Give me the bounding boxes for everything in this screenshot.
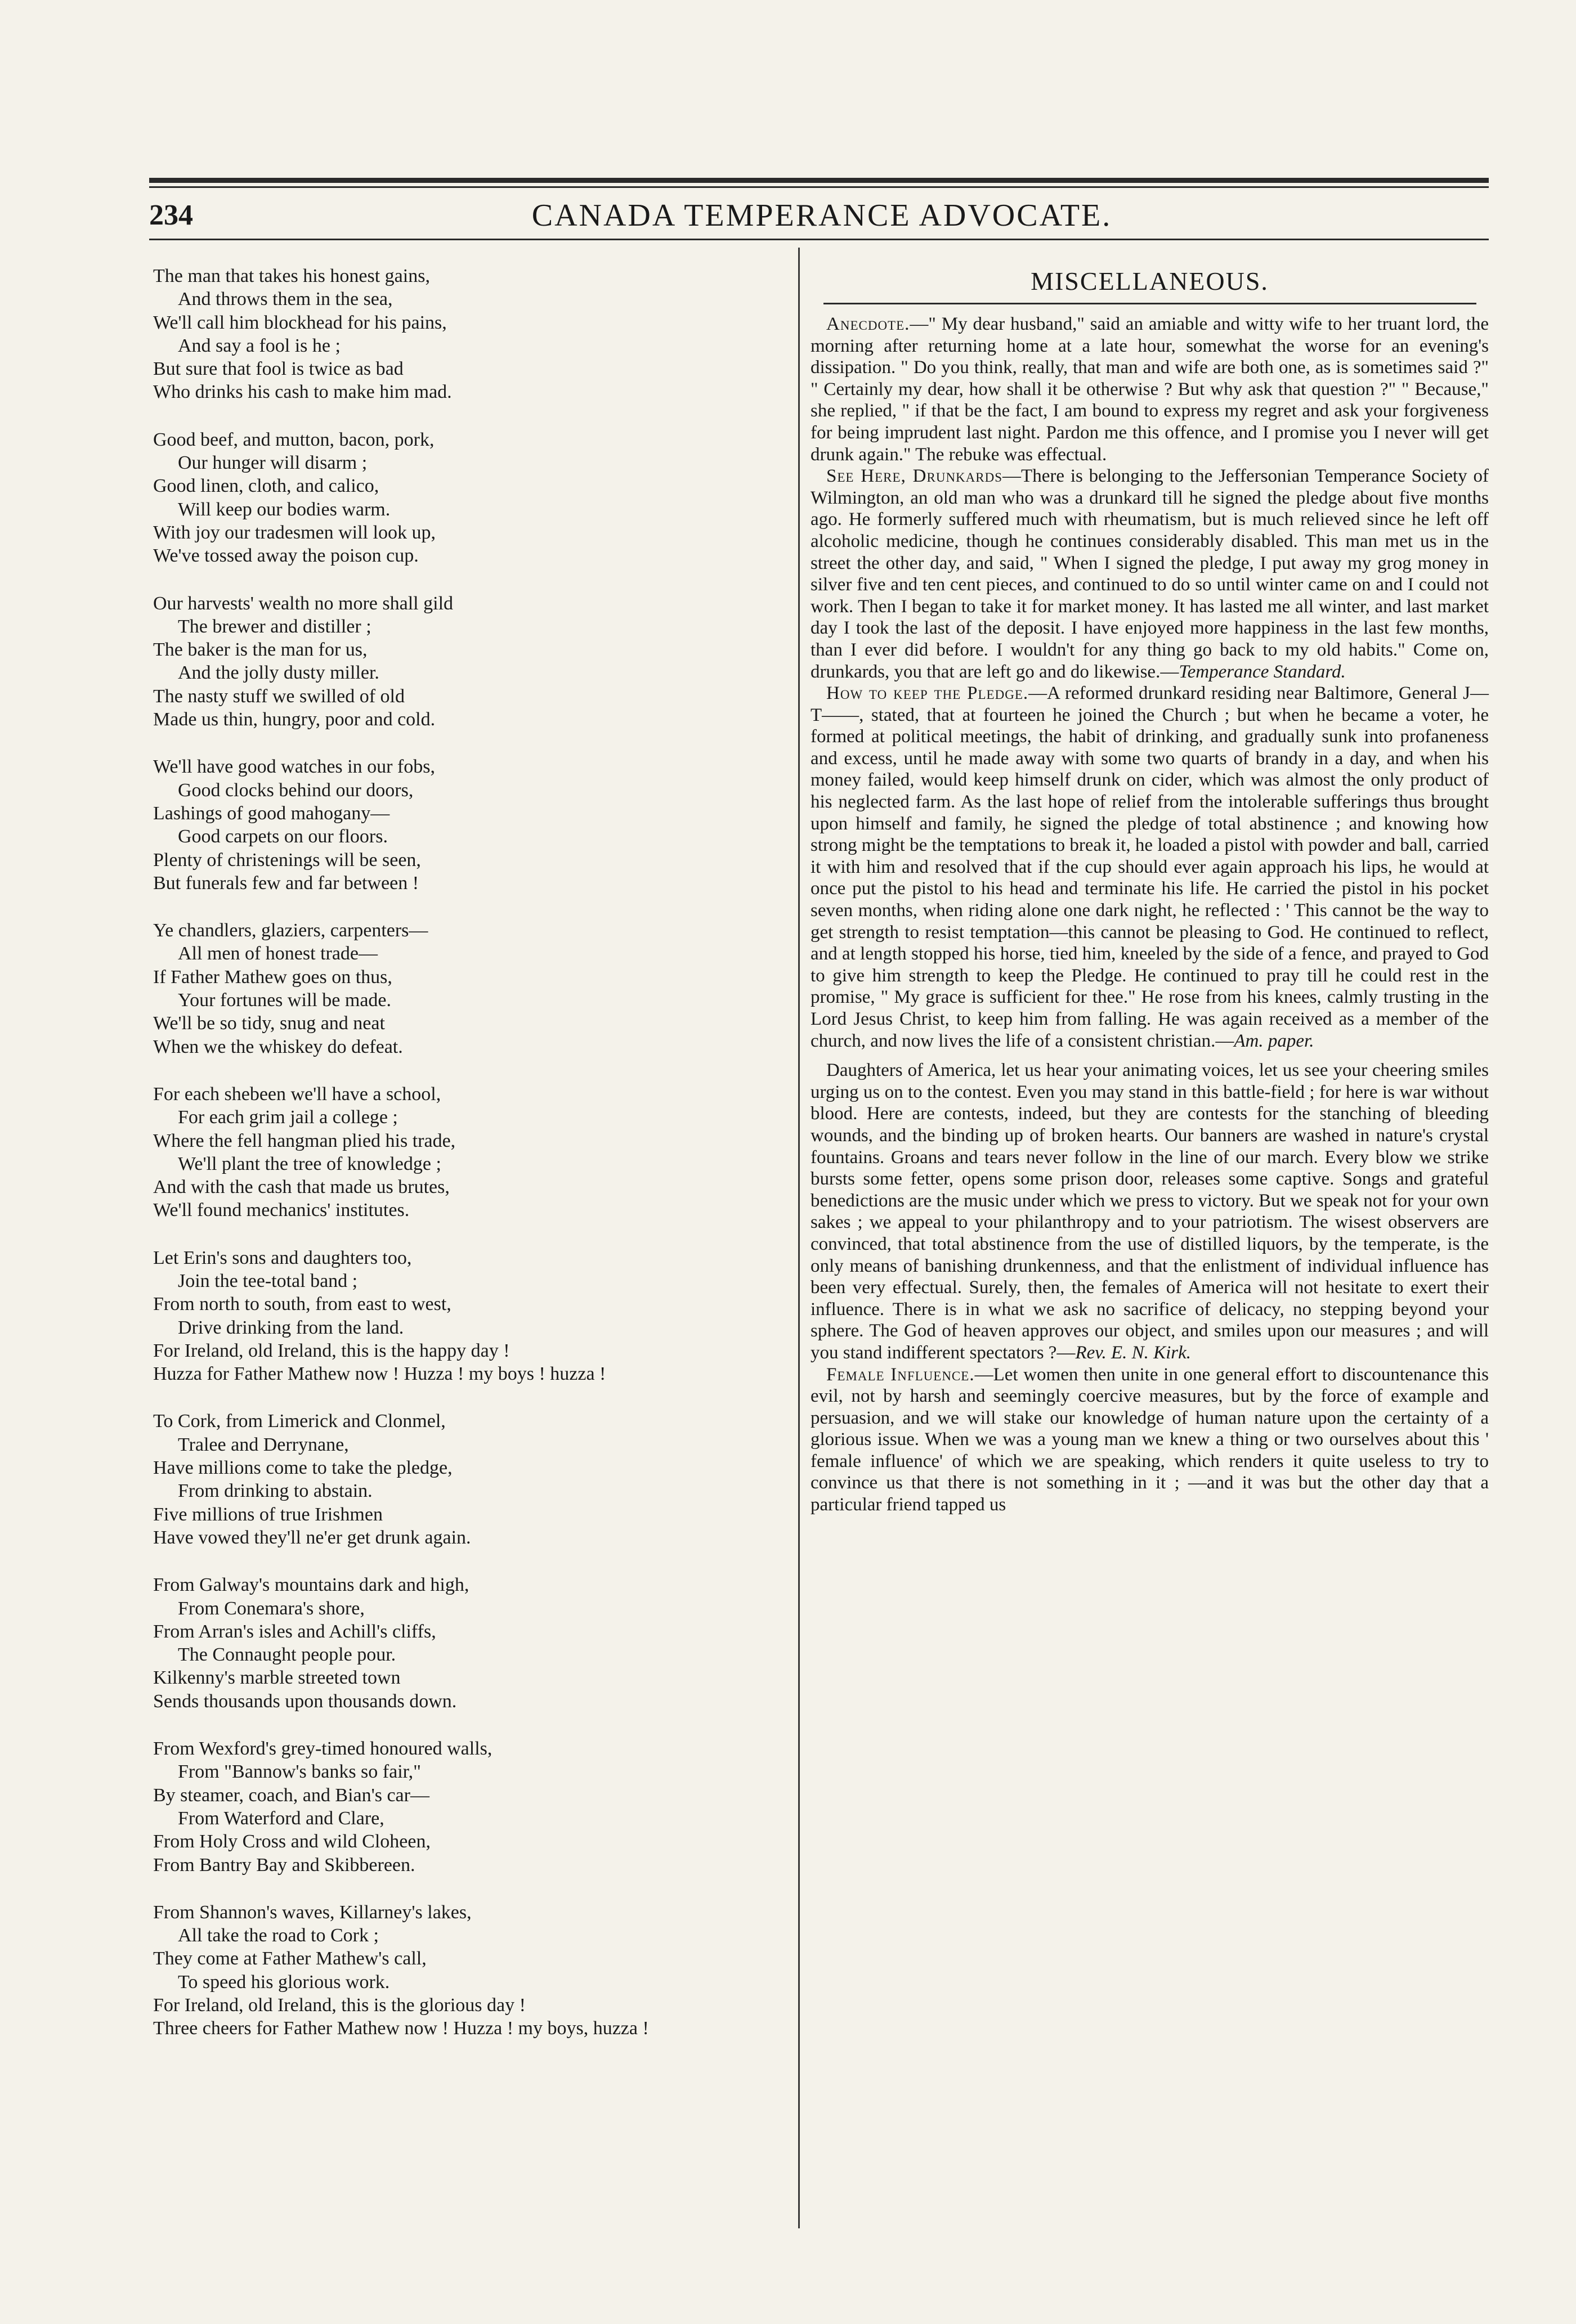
poem-stanza (153, 592, 786, 732)
poem-line: Have millions come to take the pledge, (153, 1457, 453, 1479)
poem-line: When we the whiskey do defeat. (153, 1036, 403, 1057)
pledge-paragraph (811, 683, 1489, 1052)
poem-line: The brewer and distiller ; (178, 616, 371, 637)
section-title: MISCELLANEOUS. (1031, 267, 1269, 295)
poem-line: Huzza for Father Mathew now ! Huzza ! my boys ! huzza ! (153, 1363, 606, 1385)
poem-line: All men of honest trade— (178, 943, 378, 964)
poem-line: For each shebeen we'll have a school, (153, 1083, 441, 1105)
poem-line: Our harvests' wealth no more shall gild (153, 593, 454, 614)
daughters-source: Rev. E. N. Kirk. (1075, 1342, 1192, 1363)
poem-line: Made us thin, hungry, poor and cold. (153, 709, 436, 730)
column-divider (798, 248, 800, 2228)
poem-stanza (153, 428, 786, 568)
see-here-text: —There is belonging to the Jeffersonian Temperance Society of Wilmington, an old man who was a drunkard till he signed the pledge about five months ago. He formerly suffered much with rheumatism, but is much relieved since he left off alcoholic medicine, though he continues considerably disabled. This man met us in the street the other day, and said, " When I signed the pledge, I put away my grog money in silver five and ten cent pieces, and continued to do so until winter came on and I could not work. Then I began to take it for market money. It has lasted me all winter, and last market day I took the last of the deposit. I have enjoyed more happiness in the last few months, than I ever did before. I wouldn't for any thing go back to my old habits." Come on, drunkards, you that are left go and do likewise.— (811, 466, 1489, 682)
poem-line: Three cheers for Father Mathew now ! Huzza ! my boys, huzza ! (153, 2018, 649, 2039)
poem-line: If Father Mathew goes on thus, (153, 966, 392, 988)
poem-line: We've tossed away the poison cup. (153, 545, 419, 567)
poem-line: Drive drinking from the land. (178, 1317, 404, 1338)
poem-line: Kilkenny's marble streeted town (153, 1667, 401, 1689)
poem-line: For each grim jail a college ; (178, 1107, 398, 1128)
poem-line: And throws them in the sea, (178, 289, 393, 310)
see-here-paragraph (811, 465, 1489, 683)
poem-line: Good linen, cloth, and calico, (153, 475, 379, 497)
poem-stanza (153, 755, 786, 895)
poem-line: But sure that fool is twice as bad (153, 358, 404, 380)
poem-stanza (153, 1246, 786, 1386)
poem-line: Good beef, and mutton, bacon, pork, (153, 429, 435, 450)
poem-line: And the jolly dusty miller. (178, 662, 379, 684)
poem-line: Sends thousands upon thousands down. (153, 1690, 457, 1712)
pledge-text: —A reformed drunkard residing near Baltimore, General J— T——, stated, that at fourteen he joined the Church ; but when he became a voter, he formed at political meetings, the habit of drinking, and gradually sunk into profaneness and excess, until he made away with some two quarts of brandy in a day, and when his money failed, would keep himself drunk on cider, which was almost the only product of his neglected farm. As the last hope of relief from the intolerable sufferings thus brought upon himself and family, he signed the pledge of total abstinence ; and knowing how strong might be the temptations to break it, he loaded a pistol with powder and ball, carried it with him and resolved that if the cup should ever again approach his lips, he would at once put the pistol to his head and terminate his life. He carried the pistol in his pocket seven months, when riding alone one dark night, he reflected : ' This cannot be the way to get strength to resist temptation—this cannot be pleasing to God. He continued to reflect, and at length stopped his horse, tied him, kneeled by the side of a fence, and prayed to God to give him strength to keep the Pledge. He continued to pray till he could rest in the promise, " My grace is sufficient for thee." He rose from his knees, calmly trusting in the Lord Jesus Christ, to keep him from falling. He was again received as a member of the church, and now lives the life of a consistent christian.— (811, 683, 1489, 1051)
poem-line: By steamer, coach, and Bian's car— (153, 1784, 429, 1806)
poem-stanza (153, 264, 786, 404)
poem-line: The baker is the man for us, (153, 639, 368, 661)
poem-line: Your fortunes will be made. (178, 990, 391, 1011)
poem-line: All take the road to Cork ; (178, 1925, 379, 1946)
poem-line: Tralee and Derrynane, (178, 1434, 349, 1455)
poem-line: From Conemara's shore, (178, 1598, 365, 1619)
poem-line: Ye chandlers, glaziers, carpenters— (153, 920, 428, 941)
poem-line: The Connaught people pour. (178, 1644, 396, 1666)
poem-line: But funerals few and far between ! (153, 872, 419, 894)
poem-line: For Ireland, old Ireland, this is the glorious day ! (153, 1995, 526, 2016)
top-rule-thin (149, 186, 1489, 188)
poem-line: For Ireland, old Ireland, this is the happy day ! (153, 1340, 510, 1361)
poem-column (153, 264, 786, 2065)
poem-stanza (153, 1410, 786, 1549)
anecdote-paragraph (811, 313, 1489, 465)
anecdote-heading: Anecdote. (826, 314, 910, 334)
see-here-heading: See Here, Drunkards (826, 466, 1003, 487)
poem-stanza (153, 1737, 786, 1877)
poem-line: With joy our tradesmen will look up, (153, 522, 436, 543)
poem-line: We'll found mechanics' institutes. (153, 1200, 410, 1221)
female-influence-paragraph (811, 1364, 1489, 1516)
pledge-source: Am. paper. (1234, 1030, 1314, 1051)
poem-line: Will keep our bodies warm. (178, 499, 391, 520)
section-title-rule (823, 303, 1476, 304)
poem-line: Lashings of good mahogany— (153, 802, 390, 824)
poem-line: From Holy Cross and wild Cloheen, (153, 1831, 431, 1852)
poem-line: They come at Father Mathew's call, (153, 1948, 427, 1969)
poem-line: From Wexford's grey-timed honoured walls, (153, 1738, 492, 1760)
poem-line: Where the fell hangman plied his trade, (153, 1130, 456, 1151)
header-rule (149, 239, 1489, 240)
female-influence-text: —Let women then unite in one general effort to discountenance this evil, not by harsh and seemingly coercive measures, but by the force of example and persuasion, and we will stake our knowledge of human nature upon the certainty of a glorious issue. When we was a young man we knew a thing or two ourselves about this ' female influence' of which we are speaking, which renders it quite useless to try to convince us that there is not something in it ; —and it was but the other day that a particular friend tapped us (811, 1364, 1489, 1515)
pledge-heading: How to keep the Pledge. (826, 683, 1029, 704)
poem-line: We'll plant the tree of knowledge ; (178, 1153, 441, 1174)
poem-line: Five millions of true Irishmen (153, 1504, 383, 1525)
poem-line: Have vowed they'll ne'er get drunk again. (153, 1527, 471, 1548)
poem-stanza (153, 1573, 786, 1713)
poem-line: Let Erin's sons and daughters too, (153, 1247, 412, 1268)
poem-line: Plenty of christenings will be seen, (153, 849, 421, 871)
poem-line: From Bantry Bay and Skibbereen. (153, 1854, 415, 1876)
anecdote-text: —" My dear husband," said an amiable and witty wife to her truant lord, the morning after returning home at a late hour, somewhat the worse for an evening's dissipation. " Do you think, really, that man and wife are both one, as is sometimes said ?" " Certainly my dear, how shall it be otherwise ? But why ask that question ?" " Because," she replied, " if that be the fact, I am bound to express my regret and ask your forgiveness for being imprudent last night. Pardon me this offence, and I promise you I never will get drunk again." The rebuke was effectual. (811, 314, 1489, 465)
miscellaneous-column (811, 264, 1489, 1516)
poem-line: Our hunger will disarm ; (178, 452, 368, 474)
female-influence-heading: Female Influence. (826, 1364, 975, 1385)
poem-line: We'll call him blockhead for his pains, (153, 312, 447, 333)
poem-line: We'll have good watches in our fobs, (153, 756, 435, 778)
page-number: 234 (149, 199, 193, 231)
poem-line: The nasty stuff we swilled of old (153, 685, 405, 707)
poem-line: And with the cash that made us brutes, (153, 1177, 450, 1198)
top-rule-heavy (149, 178, 1489, 183)
daughters-paragraph (811, 1060, 1489, 1363)
poem-line: Good clocks behind our doors, (178, 779, 414, 801)
poem-line: From "Bannow's banks so fair," (178, 1761, 421, 1783)
poem-line: To Cork, from Limerick and Clonmel, (153, 1411, 446, 1432)
poem-stanza (153, 1901, 786, 2040)
poem-stanza (153, 1083, 786, 1222)
poem-line: And say a fool is he ; (178, 335, 341, 356)
poem-line: From Arran's isles and Achill's cliffs, (153, 1621, 436, 1642)
daughters-text: Daughters of America, let us hear your animating voices, let us see your cheering smiles urging us on to the contest. Even you may stand in this battle-field ; for here is war without blood. Here are contests, indeed, but they are contests for the stanching of bleeding wounds, and the binding up of broken hearts. Our banners are washed in nature's crystal fountains. Groans and tears never follow in the line of our march. Every blow we strike bursts some fetter, opens some prison door, releases some captive. Songs and grateful benedictions are the music under which we press to victory. But we speak not for your own sakes ; we appeal to your philanthropy and to your patriotism. The wisest observers are convinced, that total abstinence from the use of distilled liquors, by the temperate, is the only means of banishing drunkenness, and that the enlistment of individual influence has been very effectual. Surely, then, the females of America will not hesitate to exert their influence. There is in what we ask no sacrifice of delicacy, no stepping beyond your sphere. The God of heaven approves our object, and smiles upon our measures ; and will you stand indifferent spectators ?— (811, 1060, 1489, 1363)
poem-line: From north to south, from east to west, (153, 1294, 451, 1315)
see-here-source: Temperance Standard. (1179, 661, 1346, 682)
poem-line: From drinking to abstain. (178, 1480, 373, 1502)
poem-line: We'll be so tidy, snug and neat (153, 1013, 385, 1034)
poem-line: From Shannon's waves, Killarney's lakes, (153, 1901, 472, 1923)
running-title: CANADA TEMPERANCE ADVOCATE. (531, 198, 1112, 233)
poem-line: Join the tee-total band ; (178, 1270, 358, 1291)
poem-line: From Galway's mountains dark and high, (153, 1574, 469, 1596)
poem-stanza (153, 919, 786, 1058)
poem-line: The man that takes his honest gains, (153, 266, 430, 286)
poem-line: To speed his glorious work. (178, 1971, 390, 1993)
poem-line: Good carpets on our floors. (178, 826, 388, 847)
poem-line: Who drinks his cash to make him mad. (153, 382, 452, 403)
poem-line: From Waterford and Clare, (178, 1807, 384, 1829)
